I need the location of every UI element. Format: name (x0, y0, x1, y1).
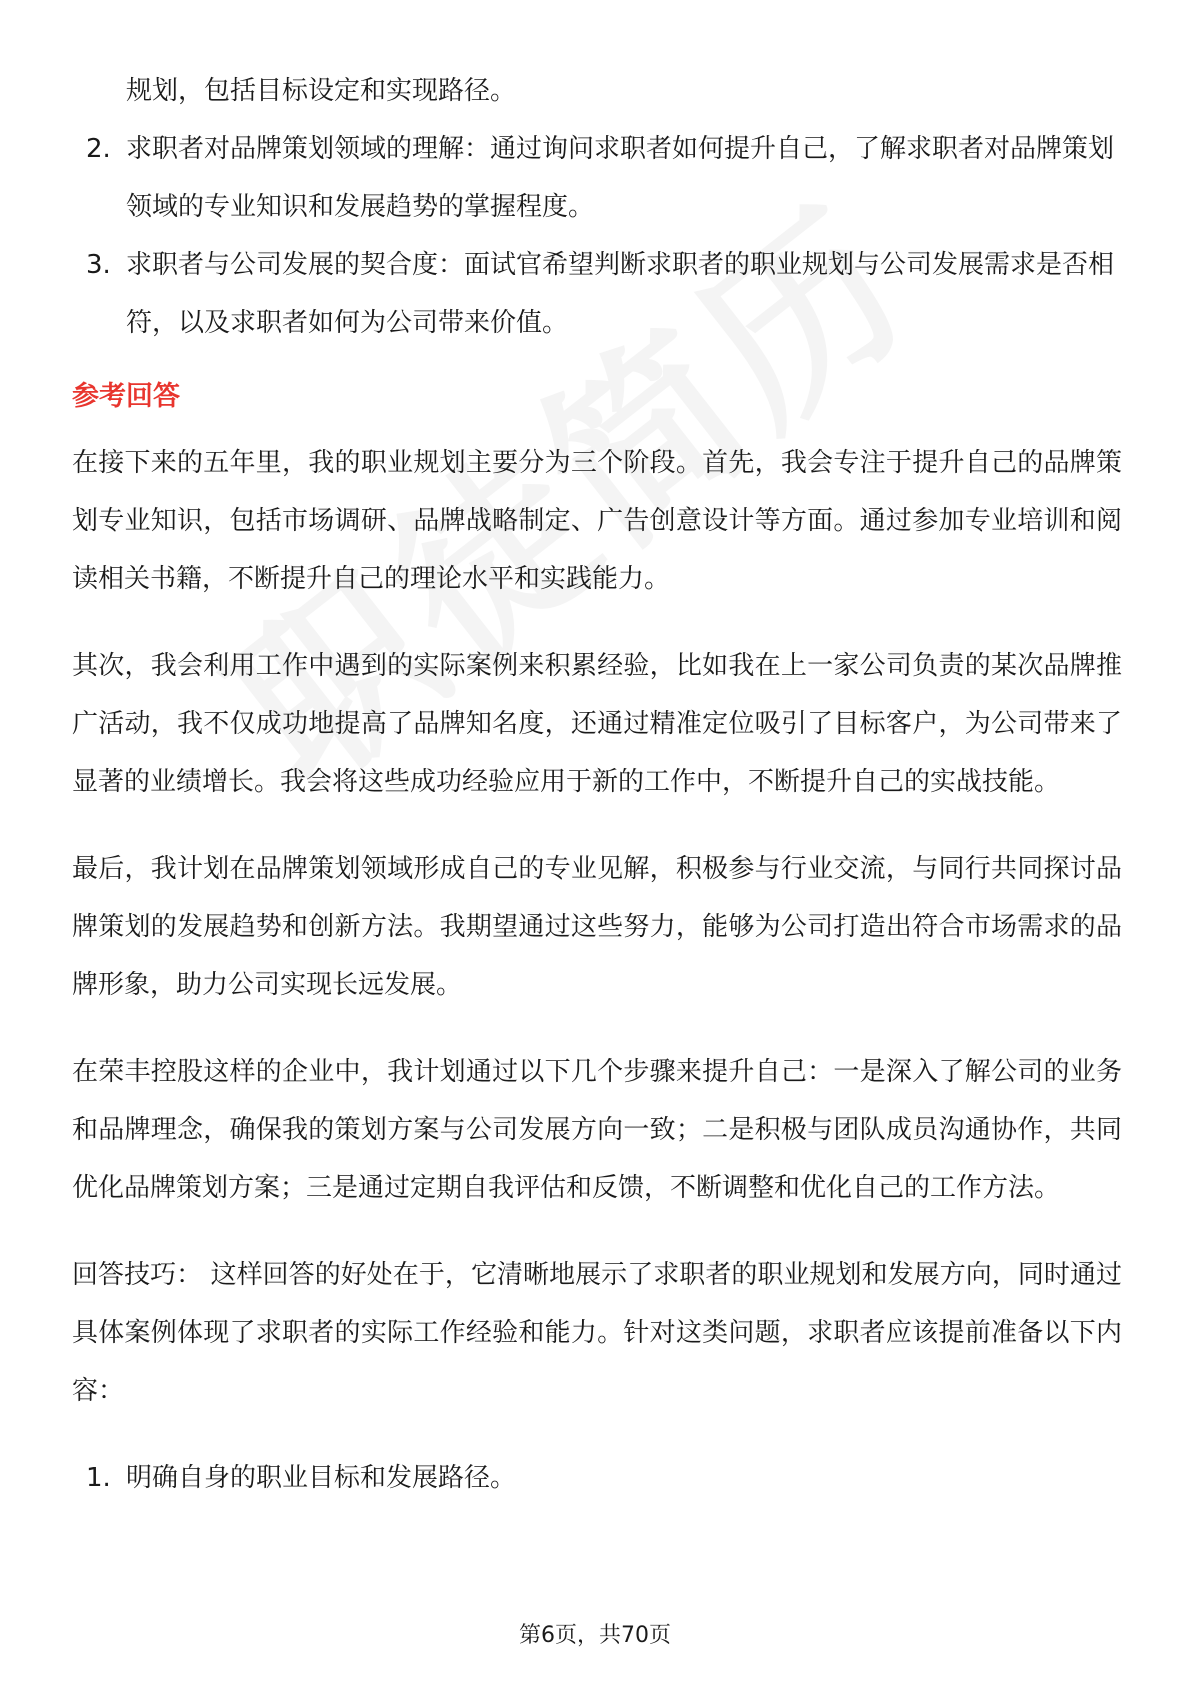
paragraph: 最后，我计划在品牌策划领域形成自己的专业见解，积极参与行业交流，与同行共同探讨品牌策划的发展趋势和创新方法。我期望通过这些努力，能够为公司打造出符合市场需求的品牌形象，助力公司实现长远发展。 (72, 854, 1122, 1000)
paragraph: 其次，我会利用工作中遇到的实际案例来积累经验，比如我在上一家公司负责的某次品牌推广活动，我不仅成功地提高了品牌知名度，还通过精准定位吸引了目标客户，为公司带来了显著的业绩增长。我会将这些成功经验应用于新的工作中，不断提升自己的实战技能。 (72, 651, 1122, 797)
list-item-text: 求职者与公司发展的契合度：面试官希望判断求职者的职业规划与公司发展需求是否相符，以及求职者如何为公司带来价值。 (126, 250, 1115, 338)
paragraph: 在接下来的五年里，我的职业规划主要分为三个阶段。首先，我会专注于提升自己的品牌策划专业知识，包括市场调研、品牌战略制定、广告创意设计等方面。通过参加专业培训和阅读相关书籍，不断提升自己的理论水平和实践能力。 (72, 448, 1122, 594)
page-footer: 第6页，共70页 (519, 1623, 671, 1648)
list-number: 3. (86, 250, 111, 280)
page-content (72, 62, 1122, 1507)
list-item (72, 120, 1122, 236)
list-item (72, 1449, 1122, 1507)
paragraph: 回答技巧： 这样回答的好处在于，它清晰地展示了求职者的职业规划和发展方向，同时通过具体案例体现了求职者的实际工作经验和能力。针对这类问题，求职者应该提前准备以下内容： (72, 1260, 1122, 1406)
list-item-continuation: 规划，包括目标设定和实现路径。 (126, 76, 517, 106)
list-item-text: 求职者对品牌策划领域的理解：通过询问求职者如何提升自己，了解求职者对品牌策划领域的专业知识和发展趋势的掌握程度。 (126, 134, 1115, 222)
paragraph: 在荣丰控股这样的企业中，我计划通过以下几个步骤来提升自己：一是深入了解公司的业务和品牌理念，确保我的策划方案与公司发展方向一致；二是积极与团队成员沟通协作，共同优化品牌策划方案；三是通过定期自我评估和反馈，不断调整和优化自己的工作方法。 (72, 1057, 1122, 1203)
list-number: 2. (86, 134, 111, 164)
list-item-text: 明确自身的职业目标和发展路径。 (126, 1463, 517, 1493)
list-number: 1. (86, 1463, 111, 1493)
section-heading: 参考回答 (72, 381, 180, 412)
list-item (72, 236, 1122, 352)
